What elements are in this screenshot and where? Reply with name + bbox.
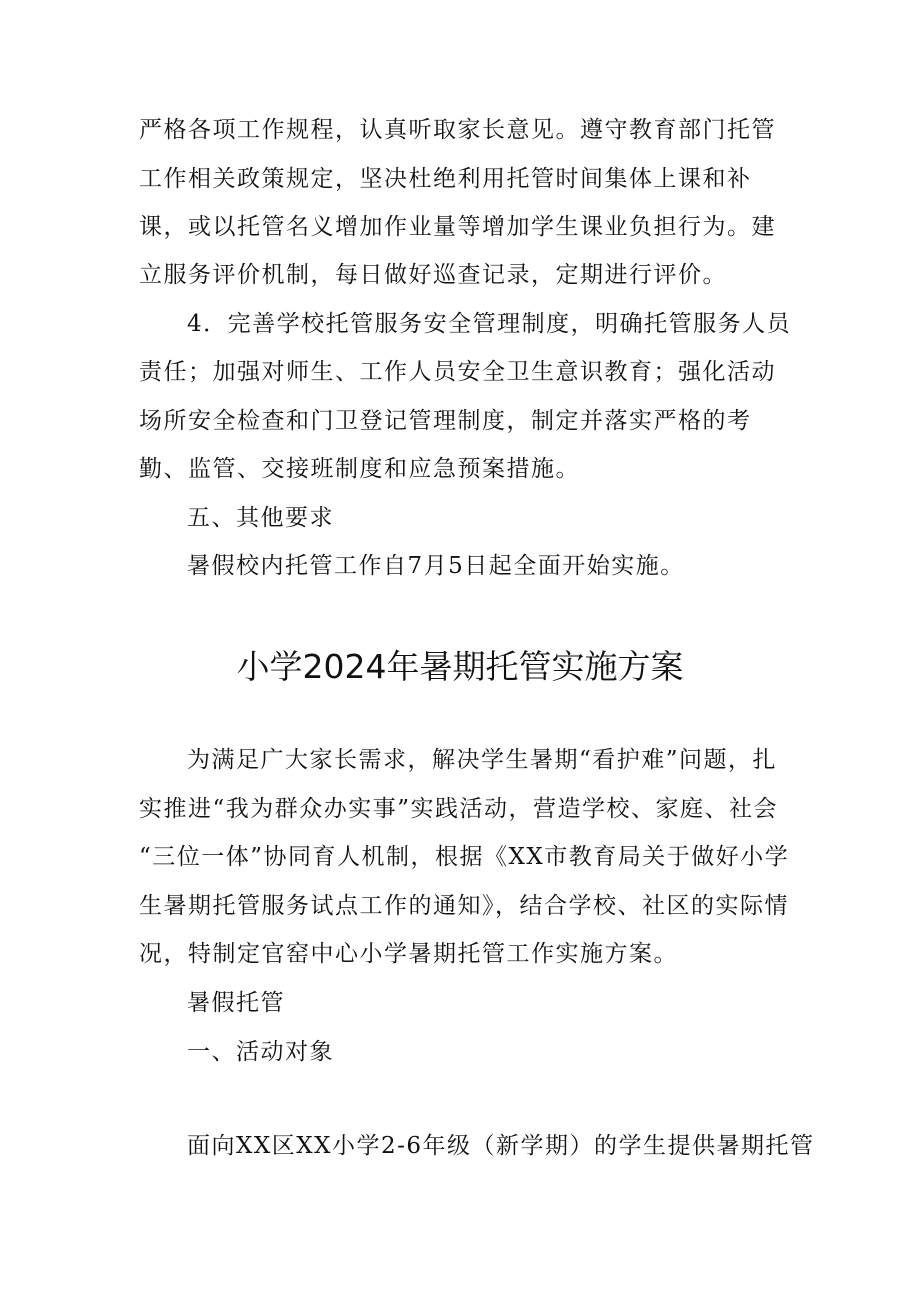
section-heading: 五、其他要求: [187, 505, 334, 531]
document-title: 小学2024年暑期托管实施方案: [236, 647, 684, 686]
section-heading: 暑假托管: [187, 990, 285, 1016]
paragraph-line: 4．完善学校托管服务安全管理制度，明确托管服务人员: [187, 311, 792, 337]
paragraph-line: 场所安全检查和门卫登记管理制度，制定并落实严格的考: [139, 408, 752, 434]
paragraph-line: 实推进“我为群众办实事”实践活动，营造学校、家庭、社会: [139, 796, 779, 822]
paragraph-line: 况，特制定官窑中心小学暑期托管工作实施方案。: [139, 941, 678, 967]
paragraph-line: 立服务评价机制，每日做好巡查记录，定期进行评价。: [139, 262, 727, 288]
paragraph-line: 工作相关政策规定，坚决杜绝利用托管时间集体上课和补: [139, 166, 752, 192]
paragraph-line: “三位一体”协同育人机制，根据《XX市教育局关于做好小学: [139, 844, 790, 870]
section-heading: 一、活动对象: [187, 1039, 334, 1065]
paragraph-line: 勤、监管、交接班制度和应急预案措施。: [139, 456, 580, 482]
paragraph-line: 为满足广大家长需求，解决学生暑期“看护难”问题，扎: [187, 747, 778, 773]
paragraph-line: 课，或以托管名义增加作业量等增加学生课业负担行为。建: [139, 214, 776, 240]
paragraph-line: 面向XX区XX小学2-6年级（新学期）的学生提供暑期托管: [187, 1133, 815, 1159]
paragraph-line: 生暑期托管服务试点工作的通知》，结合学校、社区的实际情: [139, 893, 789, 919]
paragraph-line: 严格各项工作规程，认真听取家长意见。遵守教育部门托管: [139, 117, 776, 143]
paragraph-line: 责任；加强对师生、工作人员安全卫生意识教育；强化活动: [139, 359, 776, 385]
paragraph-line: 暑假校内托管工作自7月5日起全面开始实施。: [187, 553, 685, 579]
